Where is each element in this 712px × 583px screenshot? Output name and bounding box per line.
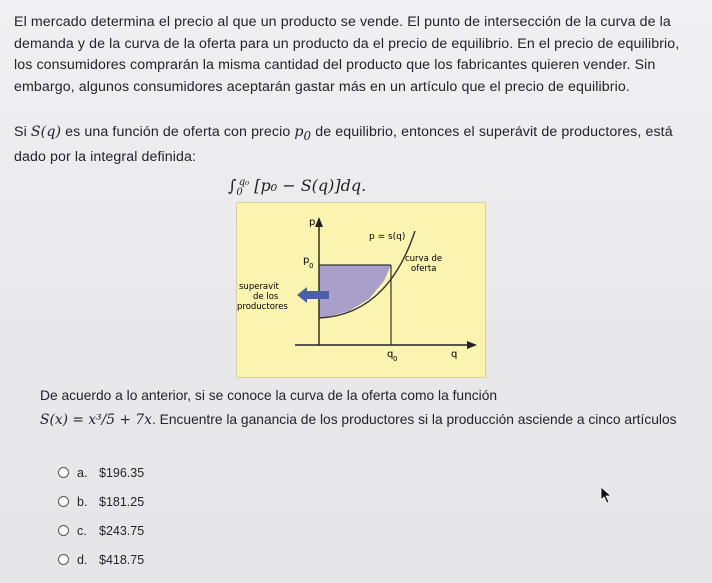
label-curve-1: curva de [405,254,443,264]
label-surplus-2: de los [253,292,279,302]
label-curve-2: oferta [411,264,437,274]
option-letter: b. [77,494,88,509]
label-supply-function: p = s(q) [369,232,406,242]
surplus-arrow-head [297,287,307,303]
question-paragraph [40,384,692,432]
answer-options [58,458,144,574]
label-q: q [451,349,458,360]
integral-sign: ∫ [228,176,237,195]
option-value: $418.75 [99,552,145,567]
producer-surplus-figure [236,202,486,378]
definition-paragraph [14,122,692,169]
definition-text-a: Si [14,124,31,140]
radio-c[interactable] [58,525,69,536]
integral-lower: 0 [236,187,243,199]
option-d[interactable] [58,545,144,574]
y-axis-arrow [315,217,323,227]
option-letter: d. [77,552,88,567]
option-letter: a. [77,465,88,480]
x-axis-arrow [467,341,477,349]
surplus-arrow-body [307,291,329,299]
label-p: p [309,217,316,228]
radio-a[interactable] [58,467,69,478]
integral-formula [228,176,366,198]
integral-upper: q₀ [238,176,250,188]
integral-body: [p₀ − S(q)]dq. [254,176,367,195]
label-p0: p [303,255,310,266]
figure-svg [237,203,485,377]
intro-paragraph: El mercado determina el precio al que un producto se vende. El punto de intersección de la curva de la demanda y de la curva de la oferta para un producto da el precio de equilibrio. En el precio de equilibrio, los consumidores comprarán la misma cantidad del producto que los fabricantes quieren vender. Sin embargo, algunos consumidores aceptarán gastar más en un artículo que el precio de equilibrio. [14,14,680,95]
mouse-cursor-icon [600,486,614,504]
option-value: $243.75 [99,523,145,538]
radio-b[interactable] [58,496,69,507]
question-formula: S(x) = x³/5 + 7x [40,412,152,428]
option-c[interactable] [58,516,144,545]
definition-text-b: es una función de oferta con precio [61,124,295,140]
label-surplus-3: productores [237,302,288,312]
equilibrium-price-symbol: $p_0$ [294,124,312,143]
option-b[interactable] [58,487,144,516]
label-q0-sub: 0 [393,355,398,363]
option-value: $196.35 [99,465,145,480]
label-surplus-1: superavit [239,282,279,292]
label-q0: q [387,349,394,360]
question-text-b: . Encuentre la ganancia de los productores si la producción asciende a cinco artículos [151,412,677,427]
option-a[interactable] [58,458,144,487]
definition-text-c: de equilibrio, entonces el superávit de productores, está dado por la integral definida: [14,124,673,166]
radio-d[interactable] [58,554,69,565]
question-text-a: De acuerdo a lo anterior, si se conoce la curva de la oferta como la función [40,388,498,403]
option-letter: c. [77,523,87,538]
label-p0-sub: 0 [309,262,314,270]
supply-function: S(q) [30,124,62,140]
option-value: $181.25 [99,494,145,509]
